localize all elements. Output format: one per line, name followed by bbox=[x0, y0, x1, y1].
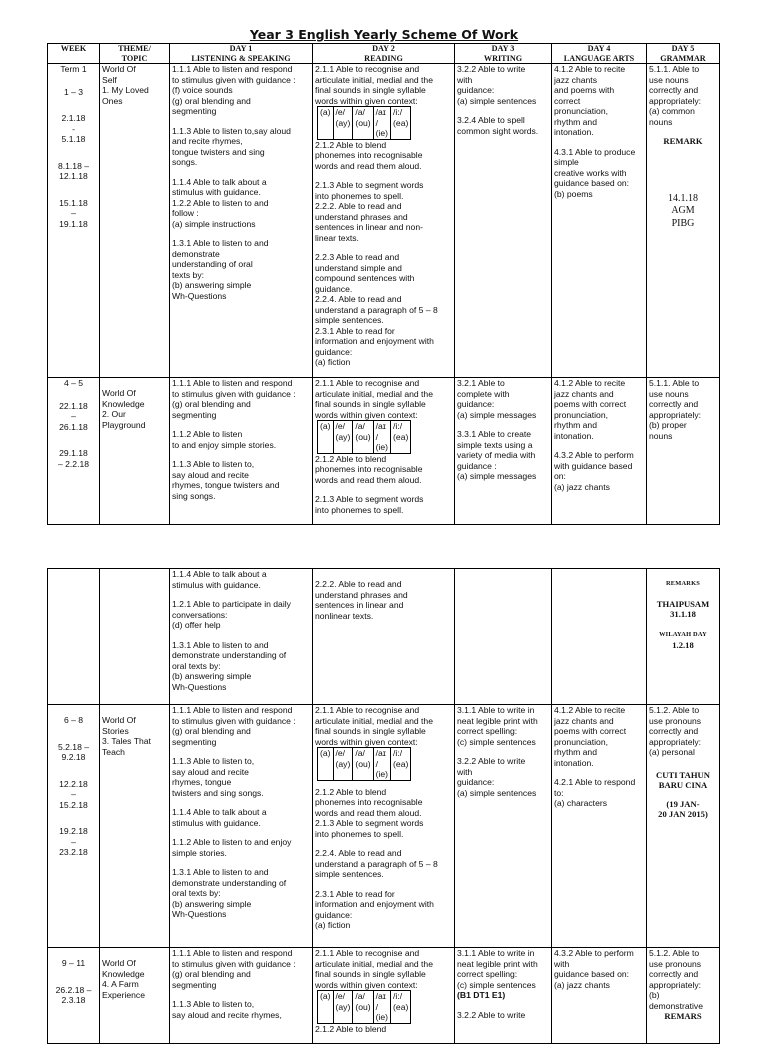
week-cell bbox=[48, 569, 100, 705]
learning-standard: 1.1.4 Able to talk about a stimulus with guidance. 1.2.2 Able to listen to and follow : (a) simple instructions bbox=[172, 176, 269, 229]
language-arts-cell bbox=[552, 64, 647, 378]
phoneme-cell: /aɪ / (ie) bbox=[373, 107, 390, 140]
learning-standard: 1.1.1 Able to listen and respond to stimulus given with guidance : (g) oral blending and segmenting bbox=[172, 378, 296, 420]
learning-standard: 4.2.1 Able to respond to: (a) characters bbox=[554, 777, 636, 808]
learning-standard: 4.1.2 Able to recite jazz chants and poems with correct pronunciation, rhythm and intonation. bbox=[554, 64, 626, 137]
week-dates: 2.1.18 - 5.1.18 bbox=[61, 113, 86, 144]
listening-speaking-cell bbox=[170, 378, 313, 525]
header-week: WEEK bbox=[48, 44, 100, 64]
phoneme-cell: /e/ (ay) bbox=[333, 991, 353, 1024]
document-title bbox=[0, 27, 768, 43]
phoneme-cell: /a/ (ou) bbox=[353, 421, 373, 454]
listening-speaking-cell bbox=[170, 569, 313, 705]
reading-cell bbox=[313, 705, 455, 948]
language-arts-cell bbox=[552, 705, 647, 948]
learning-standard: 3.2.4 Able to spell common sight words. bbox=[457, 115, 539, 136]
learning-standard: 5.1.1. Able to use nouns correctly and appropriately: (b) proper nouns bbox=[649, 378, 702, 441]
grammar-cell bbox=[647, 948, 720, 1044]
writing-cell bbox=[455, 378, 552, 525]
phoneme-cell: /i:/ (ea) bbox=[391, 421, 411, 454]
learning-standard: 2.1.1 Able to recognise and articulate initial, medial and the final sounds in single syllable words within given context: bbox=[315, 705, 433, 747]
phoneme-cell: /e/ (ay) bbox=[333, 748, 353, 781]
phoneme-cell: /e/ (ay) bbox=[333, 107, 353, 140]
learning-standard: 1.3.1 Able to listen to and demonstrate understanding of oral texts by: (b) answering simple Wh-Questions bbox=[172, 639, 287, 692]
holiday-note: THAIPUSAM 31.1.18 bbox=[656, 598, 710, 619]
assessment-code: (B1 DT1 E1) bbox=[457, 990, 506, 1000]
phoneme-cell: /aɪ / (ie) bbox=[373, 748, 390, 781]
week-cell bbox=[48, 705, 100, 948]
learning-standard: 3.2.2 Able to write bbox=[457, 1009, 526, 1020]
learning-standard: 2.3.1 Able to read for information and enjoyment with guidance: (a) fiction bbox=[315, 888, 434, 930]
week-dates: 22.1.18 – 26.1.18 bbox=[59, 400, 88, 432]
week-cell bbox=[48, 378, 100, 525]
phoneme-cell: /i:/ (ea) bbox=[391, 748, 411, 781]
remarks-cell bbox=[647, 569, 720, 705]
learning-standard: 2.1.1 Able to recognise and articulate initial, medial and the final sounds in single syllable words within given context: bbox=[315, 948, 433, 990]
learning-standard: 2.2.4. Able to read and understand a paragraph of 5 – 8 simple sentences. bbox=[315, 848, 438, 879]
language-arts-cell bbox=[552, 569, 647, 705]
learning-standard: 4.1.2 Able to recite jazz chants and poems with correct pronunciation, rhythm and intonation. bbox=[554, 705, 627, 768]
learning-standard: 1.1.4 Able to talk about a stimulus with guidance. bbox=[172, 807, 267, 828]
phoneme-cell: /a/ (ou) bbox=[353, 991, 373, 1024]
theme-cell: World Of Knowledge 4. A Farm Experience bbox=[100, 948, 170, 1044]
learning-standard: 1.1.1 Able to listen and respond to stimulus given with guidance : (g) oral blending and segmenting bbox=[172, 948, 296, 990]
wilayah-date: 1.2.18 bbox=[672, 640, 694, 650]
table-row-weeks-1-3 bbox=[48, 64, 720, 378]
learning-standard: 2.2.3 Able to read and understand simple and compound sentences with guidance. 2.2.4. Able to read and understand a paragraph of 5 – 8 simple sentences. 2.3.1 Able to read for information and enjoyment with guidance: (a) fiction bbox=[315, 252, 438, 367]
grammar-cell bbox=[647, 378, 720, 525]
learning-standard: 1.2.1 Able to participate in daily conversations: (d) offer help bbox=[172, 599, 291, 630]
learning-standard: 2.1.3 Able to segment words into phonemes to spell. 2.2.2. Able to read and understand phrases and sentences in linear and non- linear texts. bbox=[315, 180, 424, 243]
theme-cell: World Of Self 1. My Loved Ones bbox=[100, 64, 170, 378]
remark-label: REMARK bbox=[663, 136, 703, 146]
phoneme-table bbox=[317, 420, 411, 454]
learning-standard: 5.1.2. Able to use pronouns correctly and appropriately: (b) demonstrative bbox=[649, 948, 703, 1011]
learning-standard: 2.1.1 Able to recognise and articulate initial, medial and the final sounds in single syllable words within given context: bbox=[315, 64, 433, 106]
learning-standard: 3.2.2 Able to write with guidance: (a) simple sentences bbox=[457, 756, 537, 798]
learning-standard: 1.3.1 Able to listen to and demonstrate understanding of oral texts by: (b) answering simple Wh-Questions bbox=[172, 238, 269, 301]
week-dates: 12.2.18 – 15.2.18 bbox=[59, 778, 88, 810]
remark-note: 14.1.18 AGM PIBG bbox=[668, 192, 698, 229]
table-row-weeks-4-5 bbox=[48, 378, 720, 525]
learning-standard: 1.1.2 Able to listen to and enjoy simple stories. bbox=[172, 429, 277, 450]
week-dates: 8.1.18 – 12.1.18 bbox=[57, 160, 90, 181]
week-range: 1 – 3 bbox=[63, 86, 84, 97]
table-row-weeks-6-8 bbox=[48, 705, 720, 948]
holiday-dates: (19 JAN- 20 JAN 2015) bbox=[658, 798, 708, 819]
learning-standard: 4.1.2 Able to recite jazz chants and poems with correct pronunciation, rhythm and intonation. bbox=[554, 378, 627, 441]
learning-standard: 1.1.3 Able to listen to, say aloud and recite rhymes, tongue twisters and sing songs. bbox=[172, 459, 280, 501]
week-cell bbox=[48, 948, 100, 1044]
phoneme-cell: /a/ (ou) bbox=[353, 107, 373, 140]
learning-standard: 3.3.1 Able to create simple texts using a variety of media with guidance : (a) simple messages bbox=[457, 429, 537, 481]
language-arts-cell bbox=[552, 378, 647, 525]
listening-speaking-cell bbox=[170, 948, 313, 1044]
phoneme-cell: /i:/ (ea) bbox=[391, 107, 411, 140]
learning-standard: 2.1.1 Able to recognise and articulate initial, medial and the final sounds in single syllable words within given context: bbox=[315, 378, 433, 420]
header-row bbox=[48, 44, 720, 64]
learning-standard: 1.1.2 Able to listen to and enjoy simple stories. bbox=[172, 837, 292, 858]
theme-cell: World Of Stories 3. Tales That Teach bbox=[100, 705, 170, 948]
writing-cell bbox=[455, 569, 552, 705]
phoneme-cell: /aɪ / (ie) bbox=[373, 991, 390, 1024]
week-dates: 29.1.18 – 2.2.18 bbox=[57, 448, 90, 469]
document-title-text: Year 3 English Yearly Scheme Of Work bbox=[249, 27, 519, 42]
listening-speaking-cell bbox=[170, 705, 313, 948]
header-day3: DAY 3 WRITING bbox=[455, 44, 552, 64]
learning-standard: 3.2.1 Able to complete with guidance: (a) simple messages bbox=[457, 378, 537, 420]
phoneme-table bbox=[317, 990, 411, 1024]
table-row-weeks-9-11 bbox=[48, 948, 720, 1044]
remarks-label: REMARKS bbox=[665, 580, 701, 587]
phoneme-table bbox=[317, 106, 411, 140]
language-arts-cell bbox=[552, 948, 647, 1044]
week-dates: 26.2.18 – 2.3.18 bbox=[55, 984, 92, 1005]
term-label: Term 1 bbox=[60, 64, 87, 74]
learning-standard: 5.1.2. Able to use pronouns correctly and appropriately: (a) personal bbox=[649, 705, 702, 757]
learning-standard: 4.3.2 Able to perform with guidance based on: (a) jazz chants bbox=[554, 948, 634, 990]
learning-standard: 1.3.1 Able to listen to and demonstrate understanding of oral texts by: (b) answering simple Wh-Questions bbox=[172, 867, 287, 919]
reading-cell bbox=[313, 948, 455, 1044]
learning-standard: 1.1.1 Able to listen and respond to stimulus given with guidance : (g) oral blending and segmenting bbox=[172, 705, 296, 747]
week-dates: 5.2.18 – 9.2.18 bbox=[57, 741, 90, 762]
theme-cell: World Of Knowledge 2. Our Playground bbox=[100, 378, 170, 525]
learning-standard: 1.1.3 Able to listen to,say aloud and recite rhymes, tongue twisters and sing songs. bbox=[172, 125, 291, 167]
learning-standard: 3.2.2 Able to write with guidance: (a) simple sentences bbox=[457, 64, 537, 106]
week-dates: 19.2.18 – 23.2.18 bbox=[59, 826, 88, 857]
week-range: 4 – 5 bbox=[63, 378, 84, 388]
week-dates: 15.1.18 – 19.1.18 bbox=[59, 197, 88, 229]
phoneme-cell: (a) bbox=[318, 748, 334, 781]
learning-standard: 2.1.2 Able to blend phonemes into recognisable words and read them aloud. bbox=[315, 139, 423, 171]
learning-standard: 1.1.3 Able to listen to, say aloud and recite rhymes, bbox=[172, 999, 282, 1020]
week-range: 6 – 8 bbox=[63, 715, 84, 725]
header-day2: DAY 2 READING bbox=[313, 44, 455, 64]
phoneme-table bbox=[317, 747, 411, 781]
phoneme-cell: /a/ (ou) bbox=[353, 748, 373, 781]
learning-standard: 1.1.3 Able to listen to, say aloud and recite rhymes, tongue twisters and sing songs. bbox=[172, 756, 264, 798]
header-theme: THEME/ TOPIC bbox=[100, 44, 170, 64]
reading-cell bbox=[313, 569, 455, 705]
week-range: 9 – 11 bbox=[61, 958, 86, 968]
learning-standard: 5.1.1. Able to use nouns correctly and appropriately: (a) common nouns bbox=[649, 64, 702, 127]
learning-standard: 3.1.1 Able to write in neat legible print with correct spelling: (c) simple sentences bbox=[457, 948, 538, 990]
listening-speaking-cell bbox=[170, 64, 313, 378]
learning-standard: 4.3.2 Able to perform with guidance based on: (a) jazz chants bbox=[554, 450, 634, 492]
reading-cell bbox=[313, 64, 455, 378]
scheme-table-part-1 bbox=[47, 43, 720, 525]
learning-standard: 4.3.1 Able to produce simple creative works with guidance based on: (b) poems bbox=[554, 146, 636, 199]
scheme-table-part-2 bbox=[47, 568, 720, 1044]
phoneme-cell: /i:/ (ea) bbox=[391, 991, 411, 1024]
learning-standard: 1.1.1 Able to listen and respond to stimulus given with guidance : (f) voice sounds (g) oral blending and segmenting bbox=[172, 64, 296, 116]
phoneme-cell: (a) bbox=[318, 991, 334, 1024]
learning-standard: 2.1.2 Able to blend bbox=[315, 1023, 387, 1034]
header-day4: DAY 4 LANGUAGE ARTS bbox=[552, 44, 647, 64]
writing-cell bbox=[455, 64, 552, 378]
week-cell bbox=[48, 64, 100, 378]
header-day1: DAY 1 LISTENING & SPEAKING bbox=[170, 44, 313, 64]
phoneme-cell: (a) bbox=[318, 421, 334, 454]
wilayah-label: WILAYAH DAY bbox=[659, 630, 707, 638]
phoneme-cell: /e/ (ay) bbox=[333, 421, 353, 454]
phoneme-cell: /aɪ / (ie) bbox=[373, 421, 390, 454]
holiday-note: CUTI TAHUN BARU CINA bbox=[656, 769, 710, 790]
grammar-cell bbox=[647, 705, 720, 948]
learning-standard: 3.1.1 Able to write in neat legible print with correct spelling: (c) simple sentences bbox=[457, 705, 538, 747]
table-row-continuation bbox=[48, 569, 720, 705]
learning-standard: 1.1.4 Able to talk about a stimulus with guidance. bbox=[172, 569, 267, 590]
learning-standard: 2.2.2. Able to read and understand phrases and sentences in linear and nonlinear texts. bbox=[315, 579, 408, 621]
reading-cell bbox=[313, 378, 455, 525]
remarks-label: REMARS bbox=[664, 1011, 702, 1021]
grammar-cell bbox=[647, 64, 720, 378]
writing-cell bbox=[455, 705, 552, 948]
learning-standard: 2.1.2 Able to blend phonemes into recognisable words and read them aloud. 2.1.3 Able to segment words into phonemes to spell. bbox=[315, 786, 424, 839]
theme-cell bbox=[100, 569, 170, 705]
phoneme-cell: (a) bbox=[318, 107, 334, 140]
learning-standard: 2.1.3 Able to segment words into phonemes to spell. bbox=[315, 494, 424, 515]
writing-cell bbox=[455, 948, 552, 1044]
header-day5: DAY 5 GRAMMAR bbox=[647, 44, 720, 64]
learning-standard: 2.1.2 Able to blend phonemes into recognisable words and read them aloud. bbox=[315, 453, 423, 485]
